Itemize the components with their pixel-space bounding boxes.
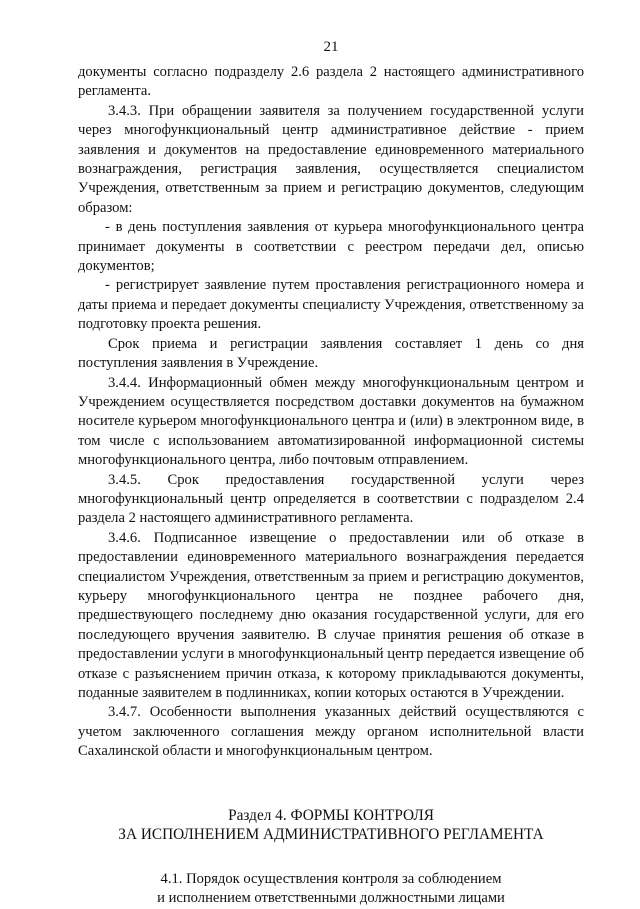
paragraph-3-4-6: 3.4.6. Подписанное извещение о предоставлении или об отказе в предоставлении единовременного материального вознаграждения передается специалистом Учреждения, ответственным за прием и регистрацию документов, курьеру многофункционального центра не позднее рабочего дня, предшествующего последнему дню оказания государственной услуги, для его последующего вручения заявителю. В случае принятия решения об отказе в предоставлении услуги в многофункциональный центр передается извещение об отказе с разъяснением причин отказа, к которому прикладываются документы, поданные заявителем в подлинниках, копии которых остаются в Учреждении. <box>78 529 584 701</box>
section-heading-line-2: ЗА ИСПОЛНЕНИЕМ АДМИНИСТРАТИВНОГО РЕГЛАМЕНТА <box>118 826 544 844</box>
section-heading <box>78 806 584 845</box>
paragraph-3-4-5: 3.4.5. Срок предоставления государственной услуги через многофункциональный центр определяется в соответствии с подразделом 2.4 раздела 2 настоящего административного регламента. <box>78 471 584 527</box>
paragraph-3-4-3: 3.4.3. При обращении заявителя за получением государственной услуги через многофункциональный центр административное действие - прием заявления и документов на предоставление единовременного материального вознаграждения, регистрация заявления, осуществляется специалистом Учреждения, ответственным за прием и регистрацию документов, следующим образом: <box>78 102 584 216</box>
paragraph-term: Срок приема и регистрации заявления составляет 1 день со дня поступления заявления в Учреждение. <box>78 335 584 372</box>
section-heading-line-1: Раздел 4. ФОРМЫ КОНТРОЛЯ <box>228 806 434 824</box>
paragraph-3-4-7: 3.4.7. Особенности выполнения указанных действий осуществляются с учетом заключенного соглашения между органом исполнительной власти Сахалинской области и многофункциональным центром. <box>78 704 584 760</box>
page-number: 21 <box>323 39 339 55</box>
paragraph-list-item-register: - регистрирует заявление путем проставления регистрационного номера и даты приема и передает документы специалисту Учреждения, ответственному за подготовку проекта решения. <box>78 277 584 333</box>
subsection-heading-line-1: 4.1. Порядок осуществления контроля за соблюдением <box>160 870 502 887</box>
body-text <box>78 63 584 762</box>
subsection-heading-line-2: и исполнением ответственными должностными лицами <box>157 890 505 907</box>
paragraph-3-4-4: 3.4.4. Информационный обмен между многофункциональным центром и Учреждением осуществляется посредством доставки документов на бумажном носителе курьером многофункционального центра и (или) в электронном виде, в том числе с использованием автоматизированной информационной системы многофункционального центра, либо почтовым отправлением. <box>78 374 584 469</box>
paragraph-list-item-accept: - в день поступления заявления от курьера многофункционального центра принимает документы в соответствии с реестром передачи дел, описью документов; <box>78 219 584 275</box>
paragraph-continuation: документы согласно подразделу 2.6 раздела 2 настоящего административного регламента. <box>78 64 584 100</box>
subsection-heading <box>78 870 584 909</box>
